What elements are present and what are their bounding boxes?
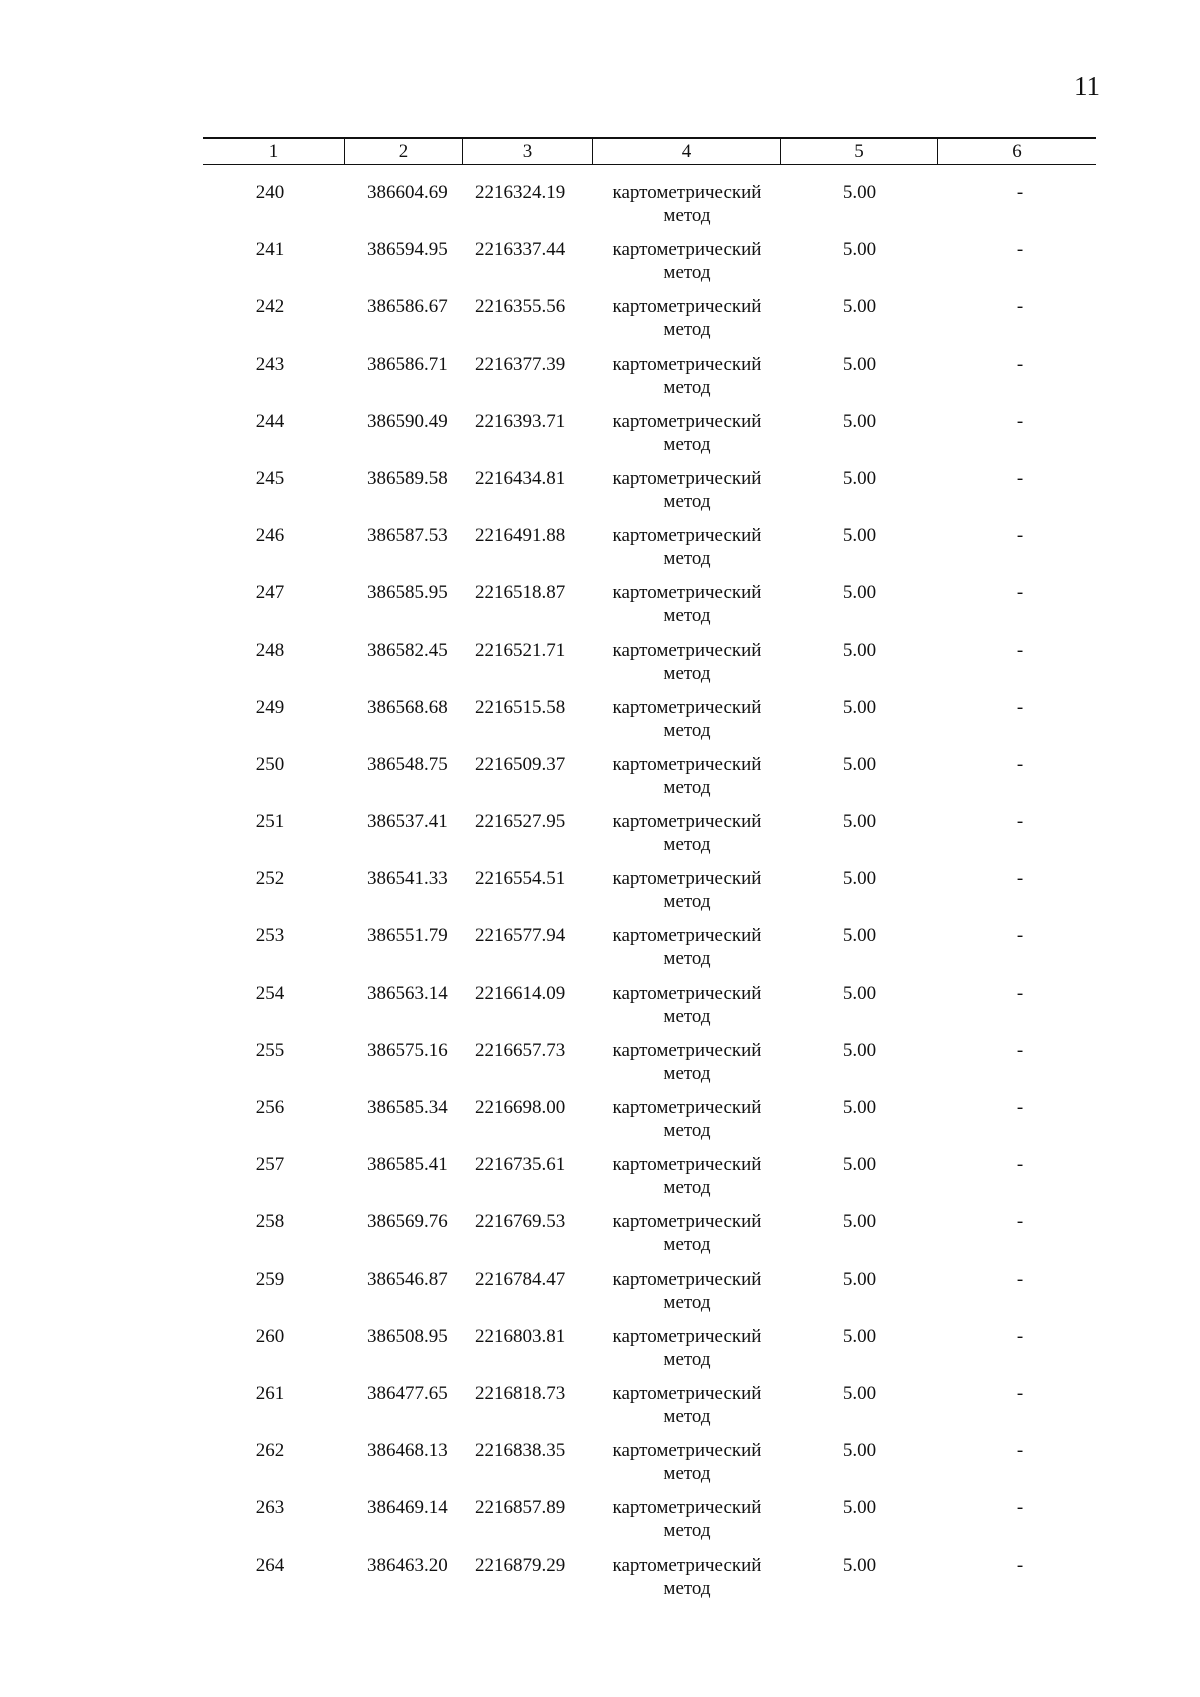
method-line-1: картометрический — [612, 239, 762, 261]
point-number: 264 — [255, 1554, 285, 1576]
note-value: - — [1016, 1440, 1024, 1462]
coordinate-x: 386586.67 — [367, 296, 448, 318]
note-value: - — [1016, 239, 1024, 261]
determination-method — [593, 810, 781, 867]
method-line-1: картометрический — [612, 1440, 762, 1462]
accuracy-value: 5.00 — [842, 525, 877, 547]
determination-method — [593, 524, 781, 581]
table-row — [203, 1268, 1096, 1325]
note-value: - — [1016, 1154, 1024, 1176]
coordinate-x: 386569.76 — [367, 1211, 448, 1233]
point-number: 240 — [255, 182, 285, 203]
method-line-2: метод — [663, 262, 711, 284]
determination-method — [593, 1153, 781, 1210]
method-line-1: картометрический — [612, 296, 762, 318]
method-line-2: метод — [663, 1120, 711, 1141]
accuracy-value: 5.00 — [842, 868, 877, 890]
method-line-1: картометрический — [612, 1154, 762, 1176]
coordinate-y: 2216521.71 — [475, 639, 566, 661]
table-row — [203, 753, 1096, 810]
method-line-2: метод — [663, 548, 711, 570]
coordinate-x: 386575.16 — [367, 1039, 448, 1061]
accuracy-value: 5.00 — [842, 753, 877, 775]
point-number: 255 — [255, 1039, 285, 1061]
coordinate-x: 386508.95 — [367, 1325, 448, 1347]
note-value: - — [1016, 1039, 1024, 1061]
determination-method — [593, 410, 781, 467]
accuracy-value: 5.00 — [842, 811, 877, 833]
coordinate-x: 386548.75 — [367, 753, 448, 775]
accuracy-value: 5.00 — [842, 296, 877, 318]
note-value: - — [1016, 182, 1024, 203]
note-value: - — [1016, 582, 1024, 604]
point-number: 253 — [255, 925, 285, 947]
coordinate-y: 2216803.81 — [475, 1325, 566, 1347]
determination-method — [593, 753, 781, 810]
column-header-1: 1 — [203, 139, 345, 164]
determination-method — [593, 1554, 781, 1611]
point-number: 246 — [255, 525, 285, 547]
determination-method — [593, 1268, 781, 1325]
method-line-2: метод — [663, 1291, 711, 1313]
note-value: - — [1016, 353, 1024, 375]
note-value: - — [1016, 1268, 1024, 1290]
method-line-1: картометрический — [612, 1268, 762, 1290]
method-line-1: картометрический — [612, 753, 762, 775]
method-line-2: метод — [663, 719, 711, 741]
determination-method — [593, 467, 781, 524]
note-value: - — [1016, 868, 1024, 890]
table-row — [203, 410, 1096, 467]
column-header-2: 2 — [345, 139, 463, 164]
accuracy-value: 5.00 — [842, 467, 877, 489]
coordinate-x: 386477.65 — [367, 1382, 448, 1404]
determination-method — [593, 1325, 781, 1382]
point-number: 259 — [255, 1268, 285, 1290]
column-header-6: 6 — [1012, 141, 1022, 162]
determination-method — [593, 353, 781, 410]
accuracy-value: 5.00 — [842, 1382, 877, 1404]
point-number: 245 — [255, 467, 285, 489]
point-number: 249 — [255, 696, 285, 718]
table-header-row — [203, 137, 1096, 165]
accuracy-value: 5.00 — [842, 353, 877, 375]
determination-method — [593, 867, 781, 924]
determination-method — [593, 295, 781, 352]
point-number: 262 — [255, 1440, 285, 1462]
table-row — [203, 238, 1096, 295]
table-row — [203, 924, 1096, 981]
coordinate-x: 386469.14 — [367, 1497, 448, 1519]
method-line-1: картометрический — [612, 868, 762, 890]
determination-method — [593, 238, 781, 295]
method-line-1: картометрический — [612, 811, 762, 833]
coordinate-x: 386541.33 — [367, 868, 448, 890]
coordinate-y: 2216879.29 — [475, 1554, 566, 1576]
table-row — [203, 581, 1096, 638]
coordinate-y: 2216337.44 — [475, 239, 566, 261]
coordinate-y: 2216393.71 — [475, 410, 566, 432]
point-number: 242 — [255, 296, 285, 318]
coordinate-y: 2216857.89 — [475, 1497, 566, 1519]
coordinate-y: 2216657.73 — [475, 1039, 566, 1061]
method-line-1: картометрический — [612, 182, 762, 203]
table-row — [203, 1382, 1096, 1439]
table-row — [203, 467, 1096, 524]
table-row — [203, 696, 1096, 753]
method-line-2: метод — [663, 1577, 711, 1599]
coordinate-x: 386568.68 — [367, 696, 448, 718]
coordinate-y: 2216324.19 — [475, 182, 566, 203]
method-line-2: метод — [663, 319, 711, 341]
coordinate-y: 2216518.87 — [475, 582, 566, 604]
method-line-1: картометрический — [612, 1497, 762, 1519]
method-line-2: метод — [663, 1405, 711, 1427]
determination-method — [593, 581, 781, 638]
method-line-2: метод — [663, 891, 711, 913]
coordinate-x: 386586.71 — [367, 353, 448, 375]
note-value: - — [1016, 1211, 1024, 1233]
coordinate-x: 386587.53 — [367, 525, 448, 547]
determination-method — [593, 1496, 781, 1553]
coordinate-y: 2216527.95 — [475, 811, 566, 833]
method-line-1: картометрический — [612, 1382, 762, 1404]
point-number: 248 — [255, 639, 285, 661]
coordinate-x: 386551.79 — [367, 925, 448, 947]
coordinate-x: 386563.14 — [367, 982, 448, 1004]
determination-method — [593, 1039, 781, 1096]
method-line-1: картометрический — [612, 1039, 762, 1061]
determination-method — [593, 181, 781, 238]
table-row — [203, 1439, 1096, 1496]
accuracy-value: 5.00 — [842, 639, 877, 661]
page-number: 11 — [1074, 71, 1100, 101]
column-header-3: 3 — [463, 139, 593, 164]
note-value: - — [1016, 467, 1024, 489]
coordinate-y: 2216577.94 — [475, 925, 566, 947]
point-number: 256 — [255, 1097, 285, 1118]
note-value: - — [1016, 925, 1024, 947]
table-row — [203, 810, 1096, 867]
coordinate-y: 2216735.61 — [475, 1154, 566, 1176]
note-value: - — [1016, 525, 1024, 547]
method-line-2: метод — [663, 376, 711, 398]
method-line-2: метод — [663, 776, 711, 798]
accuracy-value: 5.00 — [842, 182, 877, 203]
accuracy-value: 5.00 — [842, 1097, 877, 1118]
method-line-1: картометрический — [612, 1211, 762, 1233]
table-row — [203, 1096, 1096, 1153]
note-value: - — [1016, 296, 1024, 318]
column-header-5: 5 — [781, 139, 938, 164]
table-row — [203, 524, 1096, 581]
method-line-1: картометрический — [612, 467, 762, 489]
method-line-2: метод — [663, 662, 711, 684]
point-number: 254 — [255, 982, 285, 1004]
method-line-2: метод — [663, 605, 711, 627]
point-number: 257 — [255, 1154, 285, 1176]
table-row — [203, 982, 1096, 1039]
point-number: 258 — [255, 1211, 285, 1233]
method-line-1: картометрический — [612, 696, 762, 718]
coordinate-y: 2216838.35 — [475, 1440, 566, 1462]
coordinate-x: 386468.13 — [367, 1440, 448, 1462]
method-line-2: метод — [663, 1348, 711, 1370]
accuracy-value: 5.00 — [842, 696, 877, 718]
note-value: - — [1016, 753, 1024, 775]
method-line-1: картометрический — [612, 1325, 762, 1347]
point-number: 261 — [255, 1382, 285, 1404]
coordinate-y: 2216515.58 — [475, 696, 566, 718]
note-value: - — [1016, 1497, 1024, 1519]
note-value: - — [1016, 1382, 1024, 1404]
point-number: 263 — [255, 1497, 285, 1519]
method-line-2: метод — [663, 1520, 711, 1542]
point-number: 244 — [255, 410, 285, 432]
table-row — [203, 1496, 1096, 1553]
accuracy-value: 5.00 — [842, 239, 877, 261]
table-row — [203, 1554, 1096, 1611]
coordinate-y: 2216784.47 — [475, 1268, 566, 1290]
accuracy-value: 5.00 — [842, 410, 877, 432]
method-line-1: картометрический — [612, 1097, 762, 1118]
table-body — [203, 165, 1096, 1611]
coordinate-x: 386463.20 — [367, 1554, 448, 1576]
coordinate-y: 2216554.51 — [475, 868, 566, 890]
point-number: 250 — [255, 753, 285, 775]
method-line-1: картометрический — [612, 925, 762, 947]
coordinate-y: 2216698.00 — [475, 1097, 566, 1118]
accuracy-value: 5.00 — [842, 1554, 877, 1576]
accuracy-value: 5.00 — [842, 582, 877, 604]
coordinate-x: 386585.41 — [367, 1154, 448, 1176]
method-line-2: метод — [663, 1062, 711, 1084]
point-number: 252 — [255, 868, 285, 890]
determination-method — [593, 1096, 781, 1153]
coordinate-x: 386546.87 — [367, 1268, 448, 1290]
table-row — [203, 1153, 1096, 1210]
determination-method — [593, 1382, 781, 1439]
accuracy-value: 5.00 — [842, 1440, 877, 1462]
coordinate-y: 2216509.37 — [475, 753, 566, 775]
method-line-2: метод — [663, 1234, 711, 1256]
note-value: - — [1016, 639, 1024, 661]
note-value: - — [1016, 410, 1024, 432]
coordinate-x: 386585.95 — [367, 582, 448, 604]
coordinate-x: 386585.34 — [367, 1097, 448, 1118]
note-value: - — [1016, 982, 1024, 1004]
method-line-1: картометрический — [612, 410, 762, 432]
note-value: - — [1016, 811, 1024, 833]
determination-method — [593, 924, 781, 981]
coordinate-x: 386582.45 — [367, 639, 448, 661]
table-row — [203, 1039, 1096, 1096]
determination-method — [593, 1439, 781, 1496]
note-value: - — [1016, 696, 1024, 718]
point-number: 247 — [255, 582, 285, 604]
method-line-1: картометрический — [612, 525, 762, 547]
accuracy-value: 5.00 — [842, 925, 877, 947]
method-line-2: метод — [663, 205, 711, 226]
coordinate-x: 386537.41 — [367, 811, 448, 833]
method-line-2: метод — [663, 948, 711, 970]
point-number: 260 — [255, 1325, 285, 1347]
method-line-1: картометрический — [612, 982, 762, 1004]
accuracy-value: 5.00 — [842, 1325, 877, 1347]
note-value: - — [1016, 1325, 1024, 1347]
determination-method — [593, 982, 781, 1039]
method-line-2: метод — [663, 1463, 711, 1485]
table-row — [203, 639, 1096, 696]
method-line-2: метод — [663, 433, 711, 455]
table-row — [203, 295, 1096, 352]
table-row — [203, 181, 1096, 238]
method-line-1: картометрический — [612, 582, 762, 604]
table-row — [203, 1325, 1096, 1382]
coordinate-x: 386589.58 — [367, 467, 448, 489]
coordinate-x: 386594.95 — [367, 239, 448, 261]
method-line-2: метод — [663, 1005, 711, 1027]
column-header-4: 4 — [593, 139, 781, 164]
accuracy-value: 5.00 — [842, 1039, 877, 1061]
note-value: - — [1016, 1554, 1024, 1576]
coordinate-y: 2216434.81 — [475, 467, 566, 489]
coordinate-x: 386590.49 — [367, 410, 448, 432]
method-line-1: картометрический — [612, 353, 762, 375]
table-row — [203, 353, 1096, 410]
point-number: 243 — [255, 353, 285, 375]
method-line-2: метод — [663, 834, 711, 856]
method-line-2: метод — [663, 1177, 711, 1199]
point-number: 241 — [255, 239, 285, 261]
accuracy-value: 5.00 — [842, 1211, 877, 1233]
determination-method — [593, 639, 781, 696]
coordinate-x: 386604.69 — [367, 182, 448, 203]
coordinate-y: 2216377.39 — [475, 353, 566, 375]
accuracy-value: 5.00 — [842, 1497, 877, 1519]
coordinate-y: 2216614.09 — [475, 982, 566, 1004]
coordinate-y: 2216769.53 — [475, 1211, 566, 1233]
accuracy-value: 5.00 — [842, 1268, 877, 1290]
coordinate-y: 2216491.88 — [475, 525, 566, 547]
coordinates-table — [203, 137, 1096, 1611]
method-line-1: картометрический — [612, 639, 762, 661]
point-number: 251 — [255, 811, 285, 833]
accuracy-value: 5.00 — [842, 982, 877, 1004]
method-line-2: метод — [663, 490, 711, 512]
table-row — [203, 867, 1096, 924]
method-line-1: картометрический — [612, 1554, 762, 1576]
note-value: - — [1016, 1097, 1024, 1118]
table-row — [203, 1210, 1096, 1267]
determination-method — [593, 696, 781, 753]
coordinate-y: 2216818.73 — [475, 1382, 566, 1404]
coordinate-y: 2216355.56 — [475, 296, 566, 318]
determination-method — [593, 1210, 781, 1267]
accuracy-value: 5.00 — [842, 1154, 877, 1176]
